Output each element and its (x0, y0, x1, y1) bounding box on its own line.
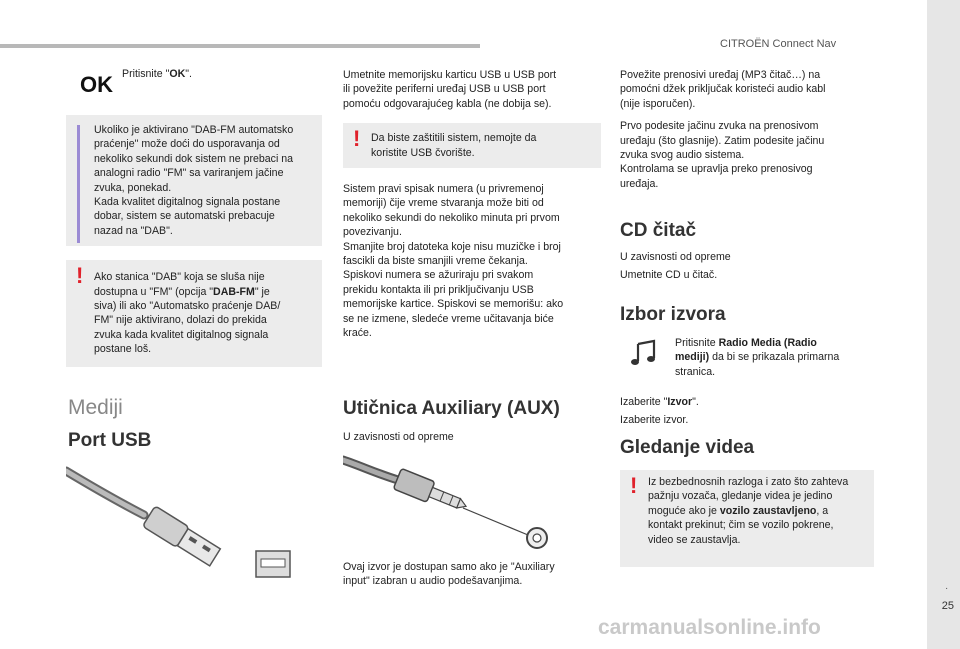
aux-jack-illustration-icon (343, 450, 603, 550)
volume-paragraph: Prvo podesite jačinu zvuka na prenosivom uređaju (što glasnije). Zatim podesite jačinu zvuka svog audio sistema. Kontrolama se upravlja preko prenosivog uređaja. (620, 120, 825, 190)
watermark: carmanualsonline.info (598, 616, 821, 639)
info-line: Kada kvalitet digitalnog signala postane (94, 196, 281, 209)
info-line: dobar, sistem se automatski prebacuje (94, 210, 275, 223)
cd-heading: CD čitač (620, 220, 697, 241)
source-instruction: Pritisnite Radio Media (Radio mediji) da bi se prikazala primarna stranica. (675, 337, 840, 378)
page-dot: . (945, 581, 948, 592)
info-line: analogni radio "FM" sa variranjem jačine (94, 167, 284, 180)
exclamation-icon: ! (76, 263, 84, 289)
info-line: zvuka, ponekad. (94, 181, 172, 194)
cd-insert: Umetnite CD u čitač. (620, 269, 718, 281)
usb-warning-box: ! Da biste zaštitili sistem, nemojte da koristite USB čvorište. (343, 123, 601, 168)
usb-heading: Port USB (68, 430, 152, 451)
ok-button-icon: OK (80, 72, 113, 97)
warning-line: FM" nije aktivirano, dolazi do prekida (94, 314, 267, 327)
warning-line: siva) ili ako "Automatsko praćenje DAB/ (94, 300, 281, 313)
brand-label: CITROËN Connect Nav (720, 38, 837, 50)
info-line: nazad na "DAB". (94, 224, 173, 237)
info-line: praćenje" može doći do usporavanja od (94, 138, 280, 151)
connect-paragraph: Povežite prenosivi uređaj (MP3 čitač…) na pomoćni džek priključak koristeći audio kabl (nije isporučen). (620, 69, 826, 110)
column-3 (620, 68, 876, 191)
select-source-label: Izaberite "Izvor". (620, 396, 699, 408)
ok-instruction: Pritisnite "OK". (122, 68, 192, 80)
warning-box (66, 260, 322, 366)
aux-dependency: U zavisnosti od opreme (343, 431, 454, 443)
info-box (66, 115, 322, 246)
column-2 (343, 68, 601, 341)
video-warning (620, 470, 874, 583)
cd-dependency: U zavisnosti od opreme (620, 251, 731, 263)
exclamation-icon: ! (630, 473, 638, 498)
header-rule (0, 44, 480, 48)
info-line: Ukoliko je aktivirano "DAB-FM automatsko (94, 124, 294, 136)
column-1 (66, 115, 322, 383)
exclamation-icon: ! (353, 126, 361, 152)
warning-line: Ako stanica "DAB" koja se sluša nije (94, 271, 265, 284)
aux-note: Ovaj izvor je dostupan samo ako je "Auxiliary input" izabran u audio podešavanjima. (343, 561, 555, 588)
usb-body: Sistem pravi spisak numera (u privremenoj memoriji) čije vreme stvaranja može biti od nekoliko sekundi do nekoliko minuta pri prvom povezivanju. Smanjite broj datoteka koje nisu muzičke i broj fascikli da biste smanjili vreme čekanja. Spiskovi numera se ažuriraju pri svakom prekidu kontakta ili pri priključivanju USB memorijske kartice. Spiskovi se memorišu: ako se ne izmene, sledeće vreme učitavanja biće kraće. (343, 183, 564, 340)
select-source-text: Izaberite izvor. (620, 414, 689, 426)
video-heading: Gledanje videa (620, 437, 755, 458)
page-edge-strip (927, 0, 960, 649)
source-heading: Izbor izvora (620, 304, 726, 325)
usb-illustration-icon (66, 463, 322, 581)
page-number: 25 (941, 600, 954, 612)
usb-intro: Umetnite memorijsku karticu USB u USB port ili povežite periferni uređaj USB u USB port pomoću odgovarajućeg kabla (ne dobija se). (343, 69, 557, 110)
music-note-icon (630, 338, 660, 368)
section-title: Mediji (68, 396, 123, 419)
video-warning-box: ! Iz bezbednosnih razloga i zato što zahteva pažnju vozača, gledanje videa je jedino moguće ako je vozilo zaustavljeno, a kontakt prekinut; čim se vozilo pokrene, video se zaustavlja. (620, 470, 874, 567)
warning-line: zvuka kada kvalitet digitalnog signala (94, 328, 269, 341)
info-line: nekoliko sekundi dok sistem ne prebaci na (94, 152, 294, 165)
aux-heading: Utičnica Auxiliary (AUX) (343, 398, 560, 419)
warning-line: postane loš. (94, 343, 152, 356)
warning-line: dostupna u "FM" (opcija "DAB-FM" je (94, 285, 270, 298)
info-bar-icon (77, 125, 80, 243)
